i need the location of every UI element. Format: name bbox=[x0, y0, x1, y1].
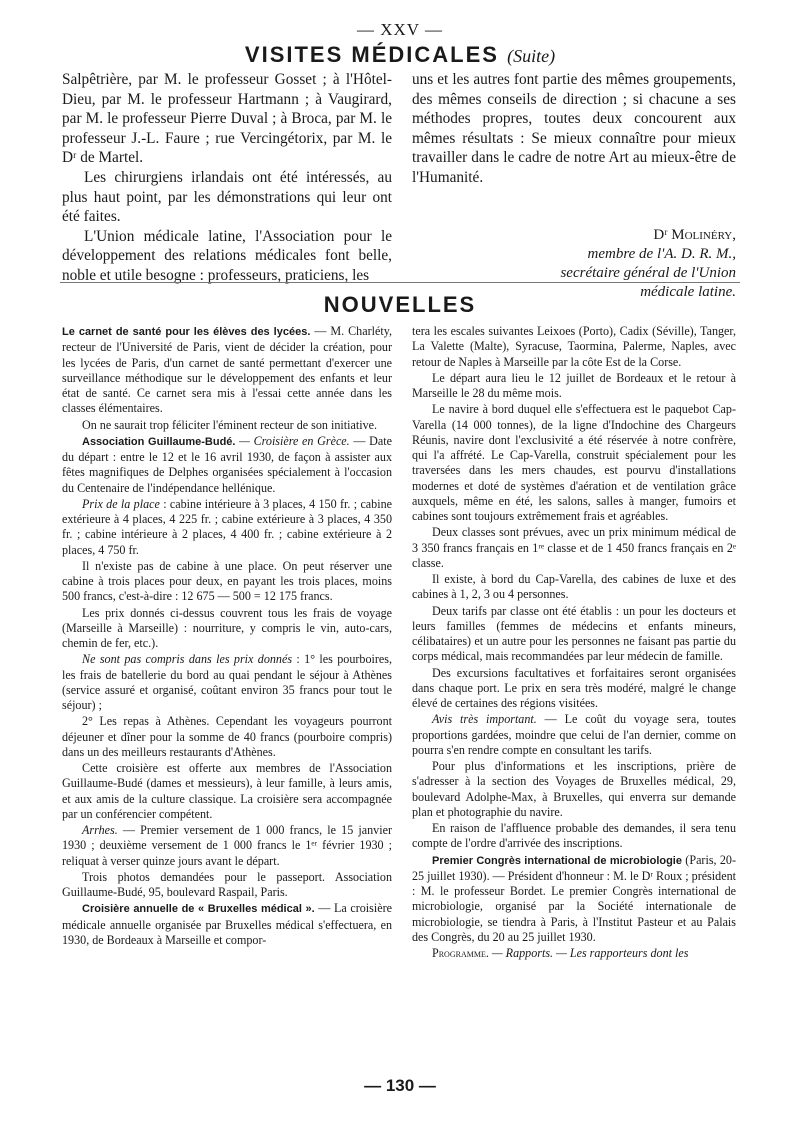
news-paragraph: Avis très important. — Le coût du voyage sera, toutes proportions gardées, moindre que celui de l'an dernier, comme on pourra s'en rendre compte en consultant les tarifs. bbox=[412, 712, 736, 757]
news-paragraph: En raison de l'affluence probable des demandes, il sera tenu compte de l'ordre d'arrivée des inscriptions. bbox=[412, 821, 736, 851]
news-paragraph: Croisière annuelle de « Bruxelles médical ». — La croisière médicale annuelle organisée par Bruxelles médical s'effectuera, en 1930, de Bordeaux à Marseille et compor- bbox=[62, 901, 392, 947]
news-paragraph: 2° Les repas à Athènes. Cependant les voyageurs pourront déjeuner et dîner pour la somme de 40 francs (pourboire compris) dans un des meilleurs restaurants d'Athènes. bbox=[62, 714, 392, 759]
section-title-text: VISITES MÉDICALES bbox=[244, 42, 499, 67]
news-paragraph: Le navire à bord duquel elle s'effectuera est le paquebot Cap-Varella (14 000 tonnes), de la ligne d'Indochine des Chargeurs Réunis, navire dont l'exclusivité a été réservée à notre confrère, qui l'a affrété. Le Cap-Varella, construit spécialement pour les traversées dans les mers chaudes, est pourvu d'installations modernes et doté de systèmes d'aération et de ventilation grâce auxquels, même en été, les salons, salles à manger, fumoirs et cabines sont toujours extrêmement frais et agréables. bbox=[412, 402, 736, 523]
news-paragraph: Il existe, à bord du Cap-Varella, des cabines de luxe et des cabines à 1, 2, 3 ou 4 personnes. bbox=[412, 572, 736, 602]
nouvelles-title: NOUVELLES bbox=[323, 292, 477, 317]
signature-line: secrétaire général de l'Union bbox=[560, 264, 736, 281]
news-heading: Premier Congrès international de microbiologie bbox=[432, 854, 682, 867]
news-paragraph: On ne saurait trop féliciter l'éminent recteur de son initiative. bbox=[82, 417, 378, 432]
news-paragraph: Trois photos demandées pour le passeport. Association Guillaume-Budé, 95, boulevard Raspail, Paris. bbox=[62, 869, 392, 899]
news-paragraph: Il n'existe pas de cabine à une place. On peut réserver une cabine à trois places pour deux, en payant les trois places, moins 500 francs, c'est-à-dire : 12 675 — 500 = 12 175 francs. bbox=[62, 558, 392, 604]
signature-line: médicale latine. bbox=[640, 283, 736, 300]
section-suite: (Suite) bbox=[507, 46, 556, 66]
news-paragraph: Deux tarifs par classe ont été établis : un pour les docteurs et leurs familles (femmes de médecins et enfants mineurs, célibataires) et un autre pour les personnes ne faisant pas partie du corps médical, mais recommandées par leur médecin de famille. bbox=[412, 603, 736, 664]
visites-left-column bbox=[62, 70, 392, 286]
news-paragraph: Cette croisière est offerte aux membres de l'Association Guillaume-Budé (dames et messieurs), à leur famille, à leurs amis, et aux amis de la culture classique. La croisière sera accompagnée par un conférencier compétent. bbox=[62, 761, 392, 821]
signature-name: Dʳ Molinéry, bbox=[653, 226, 736, 243]
section-title bbox=[0, 42, 800, 68]
news-paragraph: Les prix donnés ci-dessus couvrent tous les frais de voyage (Marseille à Marseille) : nourriture, y compris le vin, auto-cars, chemin de fer, etc.). bbox=[62, 605, 392, 650]
roman-page-number: — XXV — bbox=[356, 20, 444, 39]
page-number: — 130 — bbox=[364, 1076, 436, 1095]
signature bbox=[412, 226, 736, 302]
news-heading: Croisière annuelle de « Bruxelles médical ». bbox=[82, 903, 315, 916]
news-paragraph: Programme. — Rapports. — Les rapporteurs dont les bbox=[432, 946, 689, 960]
visites-paragraph: L'Union médicale latine, l'Association pour le développement des relations médicales font belle, noble et utile besogne : professeurs, praticiens, les bbox=[62, 227, 392, 284]
news-paragraph: tera les escales suivantes Leixoes (Porto), Cadix (Séville), Tanger, La Valette (Malte), Syracuse, Taormina, Palerme, Naples, avec retour de Naples à Marseille par la côte Est de la Corse. bbox=[412, 324, 736, 369]
news-paragraph: Premier Congrès international de microbiologie (Paris, 20-25 juillet 1930). — Président d'honneur : M. le Dʳ Roux ; président : M. le professeur Bordet. Le premier Congrès international de microbiologie, organisé par la Société internationale de microbiologie, se tiendra à Paris, à l'Institut Pasteur et au Palais des Congrès, du 20 au 25 juillet 1930. bbox=[412, 852, 736, 944]
news-paragraph: Des excursions facultatives et forfaitaires seront organisées dans chaque port. Le prix en sera très modéré, malgré le change élevé de certaines des régions visitées. bbox=[412, 665, 736, 710]
visites-paragraph: uns et les autres font partie des mêmes groupements, des mêmes conseils de direction ; si chacune a ses méthodes propres, toutes deux concourent aux mêmes résultats : Se mieux connaître pour mieux travailler dans le cadre de notre Art au mieux-être de l'Humanité. bbox=[412, 71, 736, 186]
news-paragraph: Association Guillaume-Budé. — Croisière en Grèce. — Date du départ : entre le 12 et le 16 avril 1930, de façon à assister aux fêtes magnifiques de Delphes organisées spécialement à l'occasion du Centenaire de l'indépendance hellénique. bbox=[62, 433, 392, 495]
news-paragraph: Prix de la place : cabine intérieure à 3 places, 4 150 fr. ; cabine extérieure à 4 places, 4 225 fr. ; cabine extérieure à 3 places, 4 350 fr. ; cabine intérieure à 2 places, 4 400 fr. ; cabine extérieure à 2 places, 4 750 fr. bbox=[62, 496, 392, 557]
news-paragraph: Ne sont pas compris dans les prix donnés : 1° les pourboires, les frais de batellerie du bord au quai pendant le séjour à Athènes (service assuré et organisé, coûtant environ 35 francs pour tout le séjour) ; bbox=[62, 652, 392, 712]
nouvelles-left-column bbox=[62, 324, 392, 949]
news-paragraph: Arrhes. — Premier versement de 1 000 francs, le 15 janvier 1930 ; deuxième versement de 1 000 francs le 1ᵉʳ février 1930 ; reliquat à verser quinze jours avant le départ. bbox=[62, 823, 392, 868]
news-paragraph: Deux classes sont prévues, avec un prix minimum médical de 3 350 francs français en 1ʳᵉ classe et de 1 450 francs français en 2ᵉ classe. bbox=[412, 525, 736, 570]
signature-line: membre de l'A. D. R. M., bbox=[587, 245, 736, 262]
section-divider bbox=[60, 282, 740, 283]
nouvelles-right-column bbox=[412, 324, 736, 962]
news-heading: Association Guillaume-Budé. bbox=[82, 435, 236, 448]
visites-paragraph: Les chirurgiens irlandais ont été intéressés, au plus haut point, par les démonstrations qui leur ont été faites. bbox=[62, 168, 392, 226]
news-heading: Le carnet de santé pour les élèves des lycées. bbox=[62, 326, 311, 338]
visites-paragraph: Salpêtrière, par M. le professeur Gosset ; à l'Hôtel-Dieu, par M. le professeur Hartmann ; à Vaugirard, par M. le professeur Pierre Duval ; à Broca, par M. le professeur J.-L. Faure ; rue Vercingétorix, par M. le Dʳ de Martel. bbox=[62, 71, 392, 167]
news-paragraph: Le départ aura lieu le 12 juillet de Bordeaux et le retour à Marseille le 28 du même mois. bbox=[412, 370, 736, 400]
news-paragraph: Pour plus d'informations et les inscriptions, prière de s'adresser à la section des Voyages de Bruxelles médical, 29, boulevard Adolphe-Max, à Bruxelles, qui enverra sur demande plan et photographie du navire. bbox=[412, 759, 736, 819]
visites-right-column bbox=[412, 70, 736, 302]
news-paragraph: Le carnet de santé pour les élèves des lycées. — M. Charléty, recteur de l'Université de Paris, vient de décider la création, pour les lycées de Paris, d'un carnet de santé permettant d'exercer une surveillance méthodique sur le développement des enfants et leur état de santé. Ce carnet sera mis à l'essai cette année dans les classes élémentaires. bbox=[62, 324, 392, 416]
